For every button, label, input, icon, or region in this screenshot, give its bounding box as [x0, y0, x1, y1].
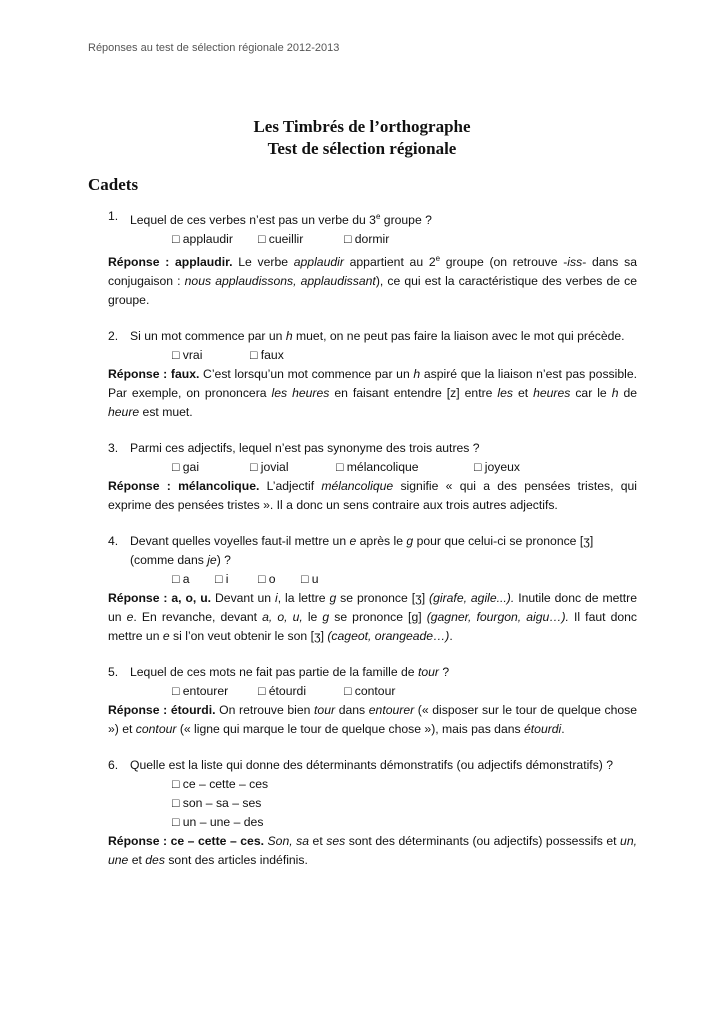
option[interactable]: □ étourdi	[258, 684, 307, 699]
option[interactable]: □ ce – cette – ces	[172, 777, 269, 792]
answer: Réponse : a, o, u. Devant un i, la lettre g se prononce [ʒ] (girafe, agile...). Inutile donc de mettre un e. En revanche, devant a, o, u, le g se prononce [g] (gagner, fourgon, aigu…). Il faut donc mettre un e si l’on veut obtenir le son [ʒ] (cageot, orangeade…).	[108, 591, 638, 644]
question-text: Si un mot commence par un h muet, on ne peut pas faire la liaison avec le mot qui précède.	[130, 329, 625, 344]
option[interactable]: □ son – sa – ses	[172, 796, 262, 811]
options	[108, 230, 637, 249]
option[interactable]: □ entourer	[172, 684, 229, 699]
option[interactable]: □ contour	[344, 684, 396, 699]
option[interactable]: □ joyeux	[474, 460, 520, 475]
answer: Réponse : ce – cette – ces. Son, sa et ses sont des déterminants (ou adjectifs) possessifs et un, une et des sont des articles indéfinis.	[108, 834, 637, 868]
question-text: Lequel de ces mots ne fait pas partie de la famille de tour ?	[130, 665, 450, 680]
title-line-1: Les Timbrés de l’orthographe	[253, 117, 471, 136]
question-3	[108, 439, 637, 515]
answer: Réponse : applaudir. Le verbe applaudir appartient au 2e groupe (on retrouve -iss- dans sa conjugaison : nous applaudissons, applaudissant), ce qui est la caractéristique des verbes de ce groupe.	[108, 254, 637, 308]
answer: Réponse : étourdi. On retrouve bien tour dans entourer (« disposer sur le tour de quelque chose ») et contour (« ligne qui marque le tour de quelque chose »), mais pas dans étourdi.	[108, 703, 638, 737]
section-heading: Cadets	[88, 175, 139, 194]
option[interactable]: □ faux	[250, 348, 284, 363]
answer: Réponse : mélancolique. L’adjectif mélancolique signifie « qui a des pensées tristes, qui exprime des pensées tristes ». Il a donc un sens contraire aux trois autres adjectifs.	[108, 479, 638, 513]
question-text: Lequel de ces verbes n’est pas un verbe du 3e groupe ?	[130, 212, 432, 228]
question-1	[108, 207, 637, 310]
questions-list	[108, 207, 637, 887]
option[interactable]: □ mélancolique	[336, 460, 419, 475]
running-header: Réponses au test de sélection régionale 2012-2013	[88, 42, 340, 54]
option[interactable]: □ gai	[172, 460, 200, 475]
question-number: 4.	[108, 534, 119, 549]
options	[108, 458, 637, 477]
question-number: 1.	[108, 209, 119, 223]
option[interactable]: □ dormir	[344, 232, 390, 247]
question-number: 6.	[108, 758, 119, 773]
question-4	[108, 532, 637, 646]
question-5	[108, 663, 637, 739]
title-line-2: Test de sélection régionale	[267, 139, 457, 158]
options	[108, 775, 637, 832]
option[interactable]: □ cueillir	[258, 232, 304, 247]
option[interactable]: □ un – une – des	[172, 815, 264, 830]
document-title	[0, 116, 724, 160]
question-2	[108, 327, 637, 422]
question-text: Devant quelles voyelles faut-il mettre un e après le g pour que celui-ci se prononce [ʒ] (comme dans je) ?	[130, 534, 594, 568]
options	[108, 682, 637, 701]
option[interactable]: □ jovial	[250, 460, 289, 475]
option[interactable]: □ a	[172, 572, 190, 587]
question-6	[108, 756, 637, 870]
question-number: 3.	[108, 441, 119, 456]
option[interactable]: □ u	[301, 572, 319, 587]
option[interactable]: □ o	[258, 572, 276, 587]
options	[108, 570, 637, 589]
options	[108, 346, 637, 365]
question-text: Parmi ces adjectifs, lequel n’est pas synonyme des trois autres ?	[130, 441, 480, 456]
question-number: 2.	[108, 329, 119, 344]
option[interactable]: □ applaudir	[172, 232, 233, 247]
question-text: Quelle est la liste qui donne des déterminants démonstratifs (ou adjectifs démonstratifs) ?	[130, 758, 614, 773]
option[interactable]: □ vrai	[172, 348, 203, 363]
option[interactable]: □ i	[215, 572, 229, 587]
answer: Réponse : faux. C’est lorsqu’un mot commence par un h aspiré que la liaison n’est pas possible. Par exemple, on prononcera les heures en faisant entendre [z] entre les et heures car le h de heure est muet.	[108, 367, 638, 420]
question-number: 5.	[108, 665, 119, 680]
